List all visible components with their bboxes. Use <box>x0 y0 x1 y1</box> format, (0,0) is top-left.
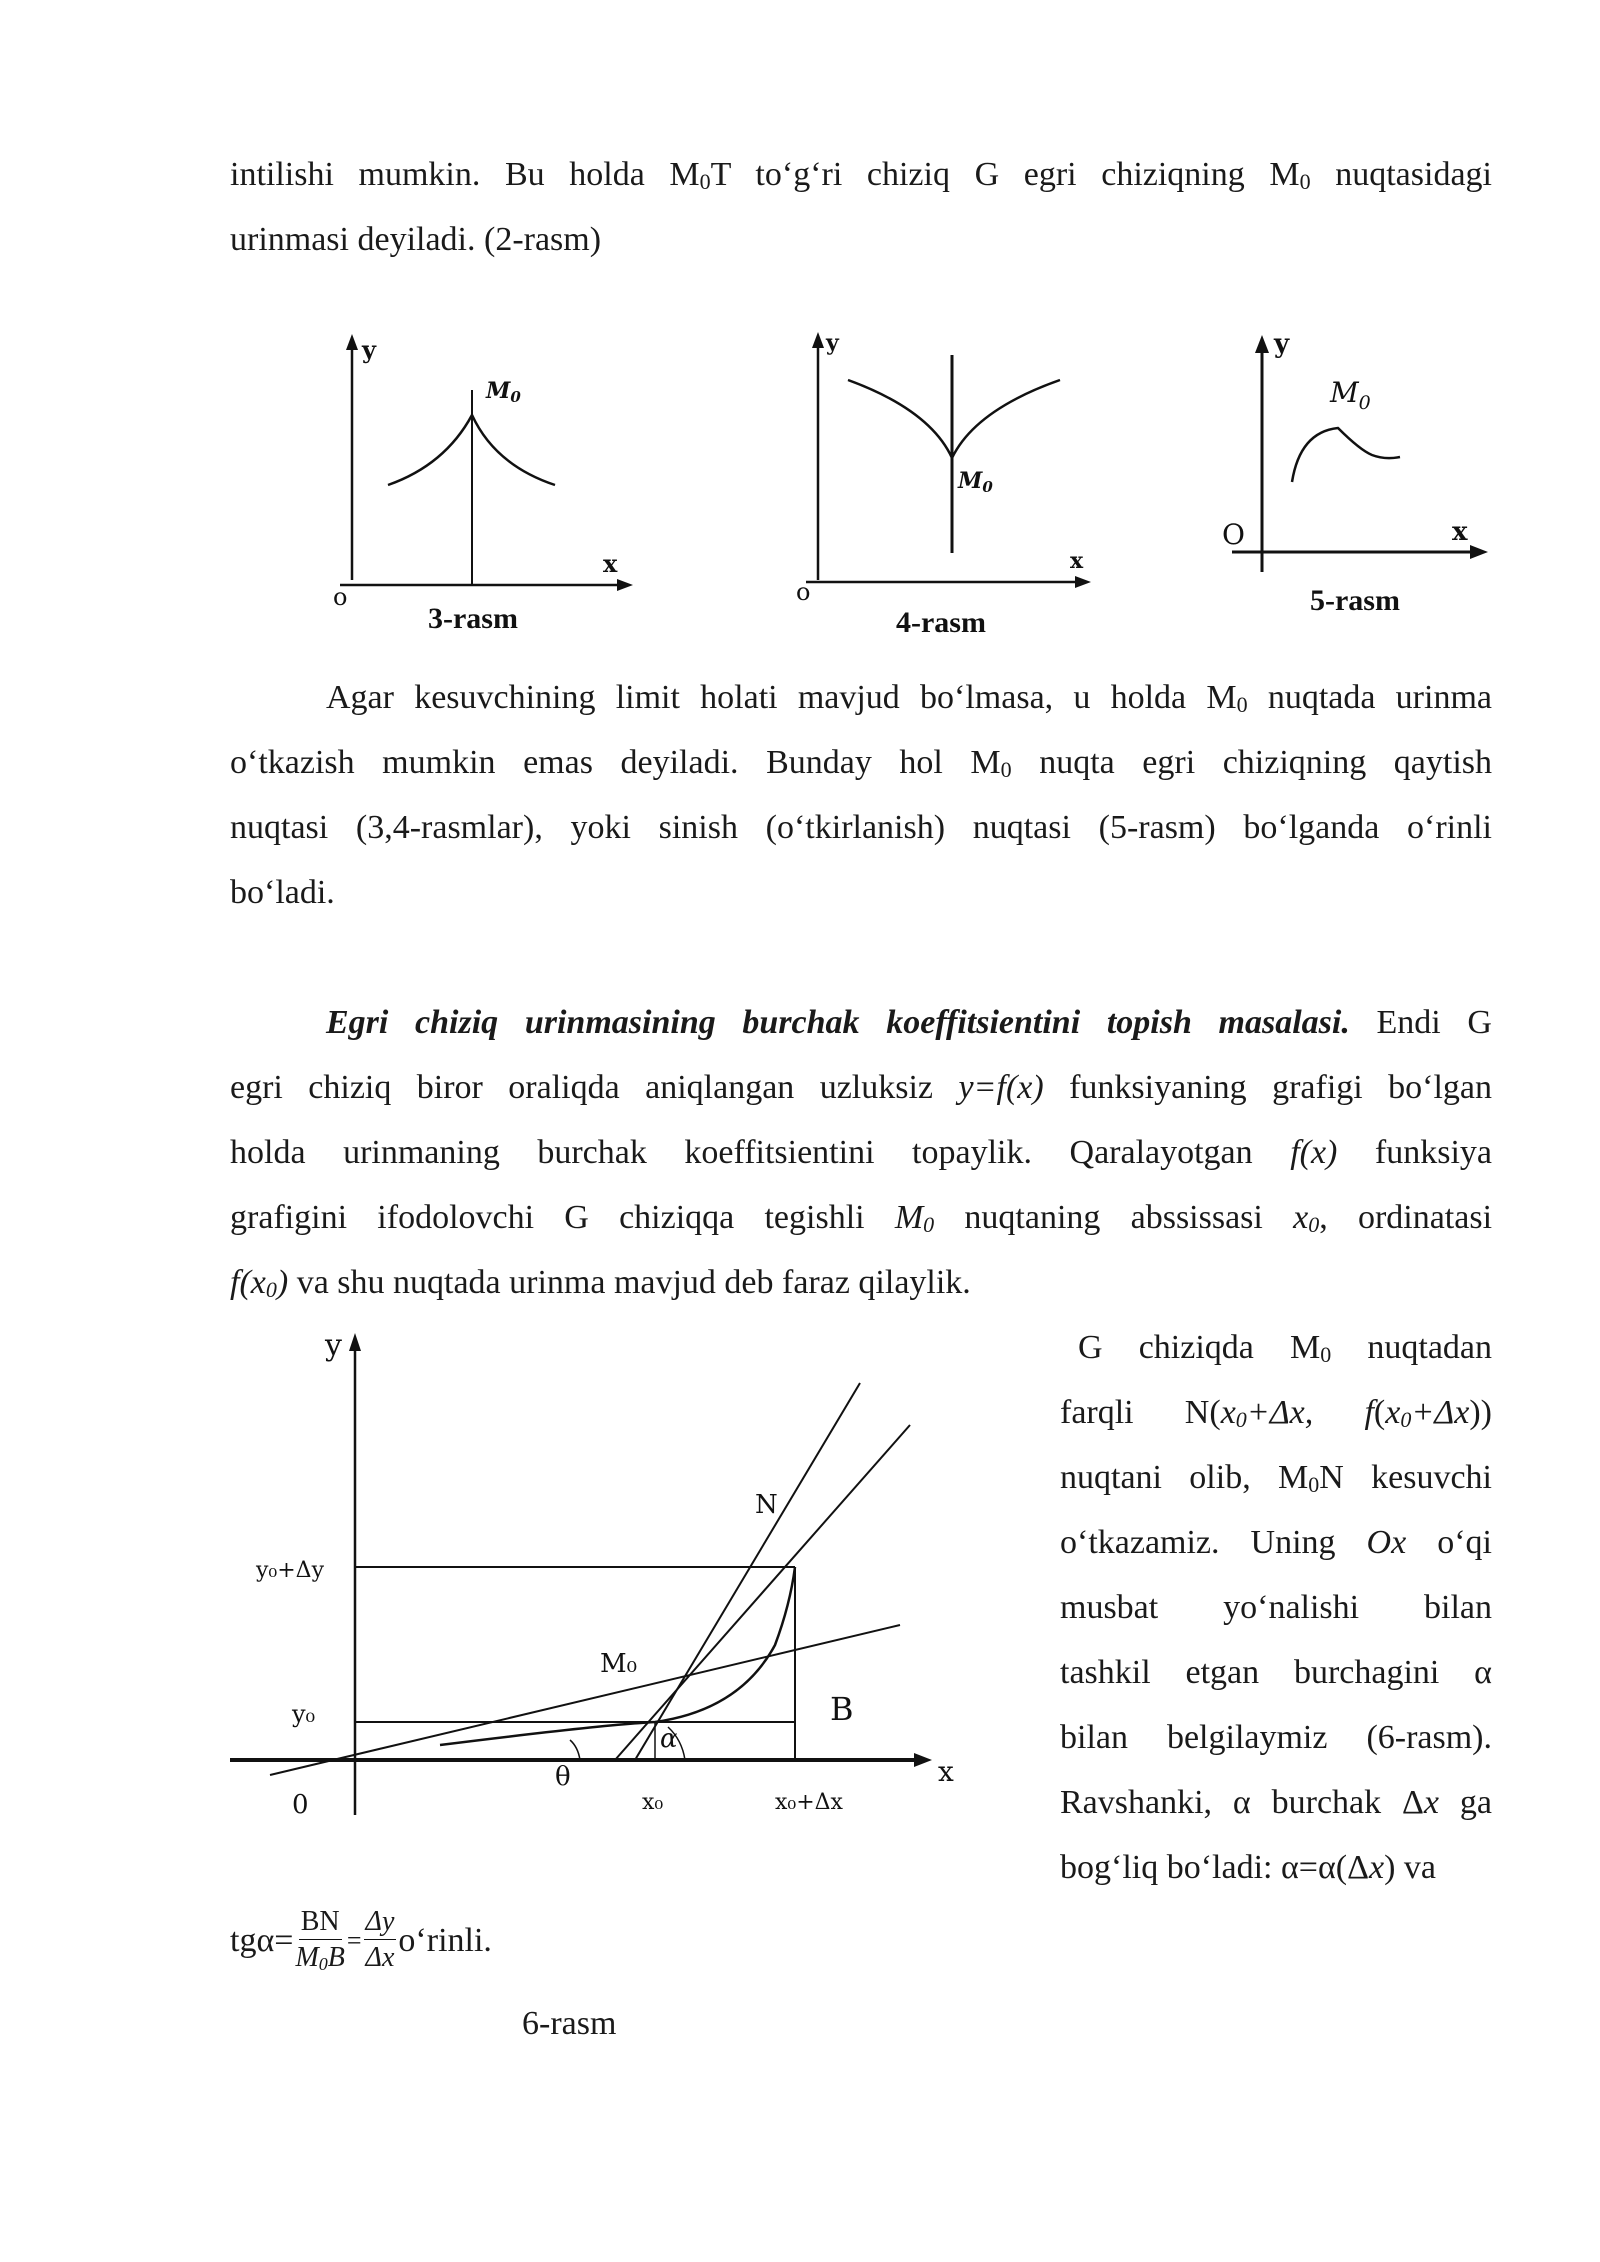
paragraph-3-line-4: grafigini ifodolovchi G chiziqqa tegishli $M_0$ nuqtaning abssissasi $x_0$, ordinatasi <box>230 1199 1493 1237</box>
fraction-dy-dx <box>364 1905 397 1976</box>
fraction-2-denominator: Δx <box>365 1942 395 1973</box>
fig3-m0-label: M0 <box>486 378 521 406</box>
fraction-bn-m0b <box>295 1905 344 1976</box>
figure-6-caption: 6-rasm <box>522 2005 617 2042</box>
fig4-m0-label: M0 <box>958 468 993 496</box>
right-line-4: o‘tkazamiz. Uning Ox o‘qi <box>1060 1524 1492 1561</box>
fig6-n-label: N <box>755 1490 778 1520</box>
formula-suffix: o‘rinli. <box>398 1921 492 1959</box>
right-line-6: tashkil etgan burchagini α <box>1060 1654 1492 1691</box>
paragraph-3 <box>230 990 1492 1315</box>
figure-4 <box>796 330 1091 639</box>
fraction-1-denominator: $M_0B$ <box>295 1942 345 1974</box>
paragraph-1-line-2: urinmasi deyiladi. (2-rasm) <box>230 221 602 258</box>
paragraph-3-line-2: egri chiziq biror oraliqda aniqlangan uzluksiz y=f(x) funksiyaning grafigi bo‘lgan <box>230 1069 1492 1106</box>
right-line-3: nuqtani olib, $M_0N$ kesuvchi <box>1060 1459 1493 1497</box>
fraction-2-numerator: Δy <box>364 1905 397 1940</box>
formula-equals: = <box>346 1925 362 1955</box>
fig6-y0dy-label: y₀+Δy <box>256 1558 324 1583</box>
fig6-x0-label: x₀ <box>642 1790 664 1815</box>
formula-prefix: tgα= <box>230 1921 294 1959</box>
fig6-theta-label: θ <box>555 1762 571 1792</box>
paragraph-1-line-1: intilishi mumkin. Bu holda $M_0T$ to‘g‘ri chiziq G egri chiziqning $M_0$ nuqtasidagi <box>230 156 1492 194</box>
fig6-origin-label: 0 <box>292 1790 309 1820</box>
paragraph-2 <box>230 665 1492 925</box>
figure-6 <box>220 1315 1000 1845</box>
fig5-y-label: y <box>1274 329 1290 359</box>
fig5-caption: 5-rasm <box>1310 584 1400 617</box>
fig6-y0-label: y₀ <box>292 1700 316 1728</box>
fig4-y-label: y <box>826 330 839 356</box>
figure-5 <box>1222 329 1488 617</box>
paragraph-2-line-4: bo‘ladi. <box>230 874 335 911</box>
fig5-origin-label: O <box>1222 518 1245 551</box>
right-column-text <box>1060 1315 1492 1900</box>
fig6-alpha-label: α <box>660 1724 678 1754</box>
paragraph-3-line-3: holda urinmaning burchak koeffitsientini topaylik. Qaralayotgan f(x) funksiya <box>230 1134 1492 1171</box>
right-line-9: bog‘liq bo‘ladi: α=α(Δx) va <box>1060 1849 1436 1886</box>
fig6-x0dx-label: x₀+Δx <box>775 1790 843 1815</box>
paragraph-2-line-2: o‘tkazish mumkin emas deyiladi. Bunday hol $M_0$ nuqta egri chiziqning qaytish <box>230 744 1492 782</box>
right-line-7: bilan belgilaymiz (6-rasm). <box>1060 1719 1492 1756</box>
fig4-x-label: x <box>1070 548 1084 574</box>
paragraph-3-line-5: $f(x_0)$ va shu nuqtada urinma mavjud deb faraz qilaylik. <box>230 1264 971 1302</box>
right-line-5: musbat yo‘nalishi bilan <box>1060 1589 1492 1626</box>
fig4-origin-label: o <box>796 578 811 606</box>
paragraph-1 <box>230 142 1492 272</box>
figures-3-4-5 <box>0 320 1600 650</box>
fig5-x-label: x <box>1452 517 1468 547</box>
paragraph-2-line-3: nuqtasi (3,4-rasmlar), yoki sinish (o‘tkirlanish) nuqtasi (5-rasm) bo‘lganda o‘rinli <box>230 809 1492 846</box>
fig3-origin-label: o <box>333 583 348 611</box>
paragraph-2-line-1: Agar kesuvchining limit holati mavjud bo‘lmasa, u holda $M_0$ nuqtada urinma <box>326 679 1492 717</box>
fig6-x-label: x <box>938 1755 954 1788</box>
section-heading: Egri chiziq urinmasining burchak koeffitsientini topish masalasi. <box>326 1004 1350 1041</box>
fig3-y-label: y <box>362 335 376 364</box>
tangent-formula <box>230 1905 492 1976</box>
fig6-b-label: B <box>830 1690 854 1728</box>
right-line-8: Ravshanki, α burchak Δx ga <box>1060 1784 1493 1821</box>
fraction-1-numerator: BN <box>299 1905 342 1940</box>
fig6-m0-label: M₀ <box>600 1649 638 1679</box>
fig3-x-label: x <box>603 549 618 578</box>
fig6-y-label: y <box>325 1328 342 1363</box>
right-line-1: G chiziqda $M_0$ nuqtadan <box>1078 1329 1492 1367</box>
fig3-caption: 3-rasm <box>428 602 518 635</box>
fig4-caption: 4-rasm <box>896 606 986 639</box>
right-line-2: farqli $N(x_0+\Delta x$, $f(x_0+\Delta x)$) <box>1060 1394 1492 1432</box>
paragraph-3-line-1: Egri chiziq urinmasining burchak koeffitsientini topish masalasi. Endi G <box>326 1004 1492 1041</box>
fig5-m0-label: $M_0$ <box>1330 376 1371 414</box>
figure-3 <box>333 334 633 635</box>
